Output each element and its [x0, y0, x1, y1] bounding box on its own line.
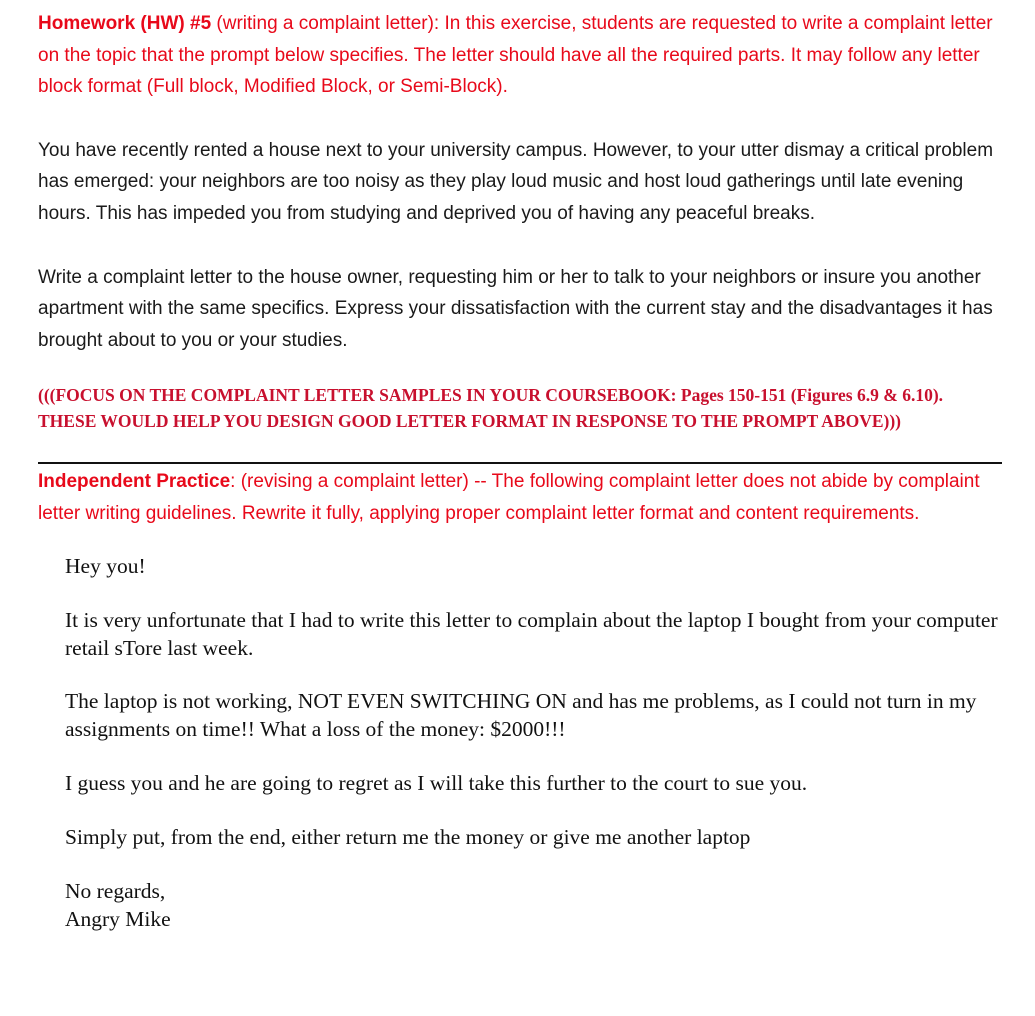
independent-practice-title: Independent Practice — [38, 471, 231, 493]
independent-practice-instructions — [38, 466, 1006, 529]
letter-paragraph-4: Simply put, from the end, either return me the money or give me another laptop — [65, 824, 751, 849]
section-divider — [38, 462, 1002, 464]
complaint-letter — [65, 552, 1009, 933]
homework-title: Homework (HW) #5 — [38, 13, 212, 34]
homework-text: (writing a complaint letter): In this exercise, students are requested to write a complaint letter on the topic that the prompt below specifies. The letter should have all the required parts. It may follow any letter block format (Full block, Modified Block, or Semi-Block). — [38, 13, 993, 98]
letter-closing — [65, 877, 1009, 933]
document-page — [38, 8, 1006, 933]
letter-closing-phrase: No regards, — [65, 878, 166, 903]
letter-paragraph-3: I guess you and he are going to regret as I will take this further to the court to sue you. — [65, 770, 808, 795]
homework-instructions — [38, 8, 1006, 103]
letter-signature: Angry Mike — [65, 906, 171, 931]
focus-note-line-1: (((FOCUS ON THE COMPLAINT LETTER SAMPLES IN YOUR COURSEBOOK: Pages 150-151 (Figures 6.9 & 6.10). — [38, 385, 944, 406]
focus-note — [38, 382, 1006, 434]
independent-practice-text: : (revising a complaint letter) -- The following complaint letter does not abide by complaint letter writing guidelines. Rewrite it fully, applying proper complaint letter format and content requirements. — [38, 471, 980, 524]
letter-greeting: Hey you! — [65, 553, 146, 578]
letter-paragraph-1: It is very unfortunate that I had to write this letter to complain about the laptop I bought from your computer retail sTore last week. — [65, 607, 998, 660]
focus-note-line-2: THESE WOULD HELP YOU DESIGN GOOD LETTER FORMAT IN RESPONSE TO THE PROMPT ABOVE))) — [38, 411, 902, 432]
letter-paragraph-2: The laptop is not working, NOT EVEN SWITCHING ON and has me problems, as I could not turn in my assignments on time!! What a loss of the money: $2000!!! — [65, 688, 977, 741]
prompt-paragraph-1: You have recently rented a house next to your university campus. However, to your utter dismay a critical problem has emerged: your neighbors are too noisy as they play loud music and host loud gatherings until late evening hours. This has impeded you from studying and deprived you of having any peaceful breaks. — [38, 139, 994, 224]
prompt-paragraph-2: Write a complaint letter to the house owner, requesting him or her to talk to your neighbors or insure you another apartment with the same specifics. Express your dissatisfaction with the current stay and the disadvantages it has brought about to you or your studies. — [38, 266, 993, 351]
